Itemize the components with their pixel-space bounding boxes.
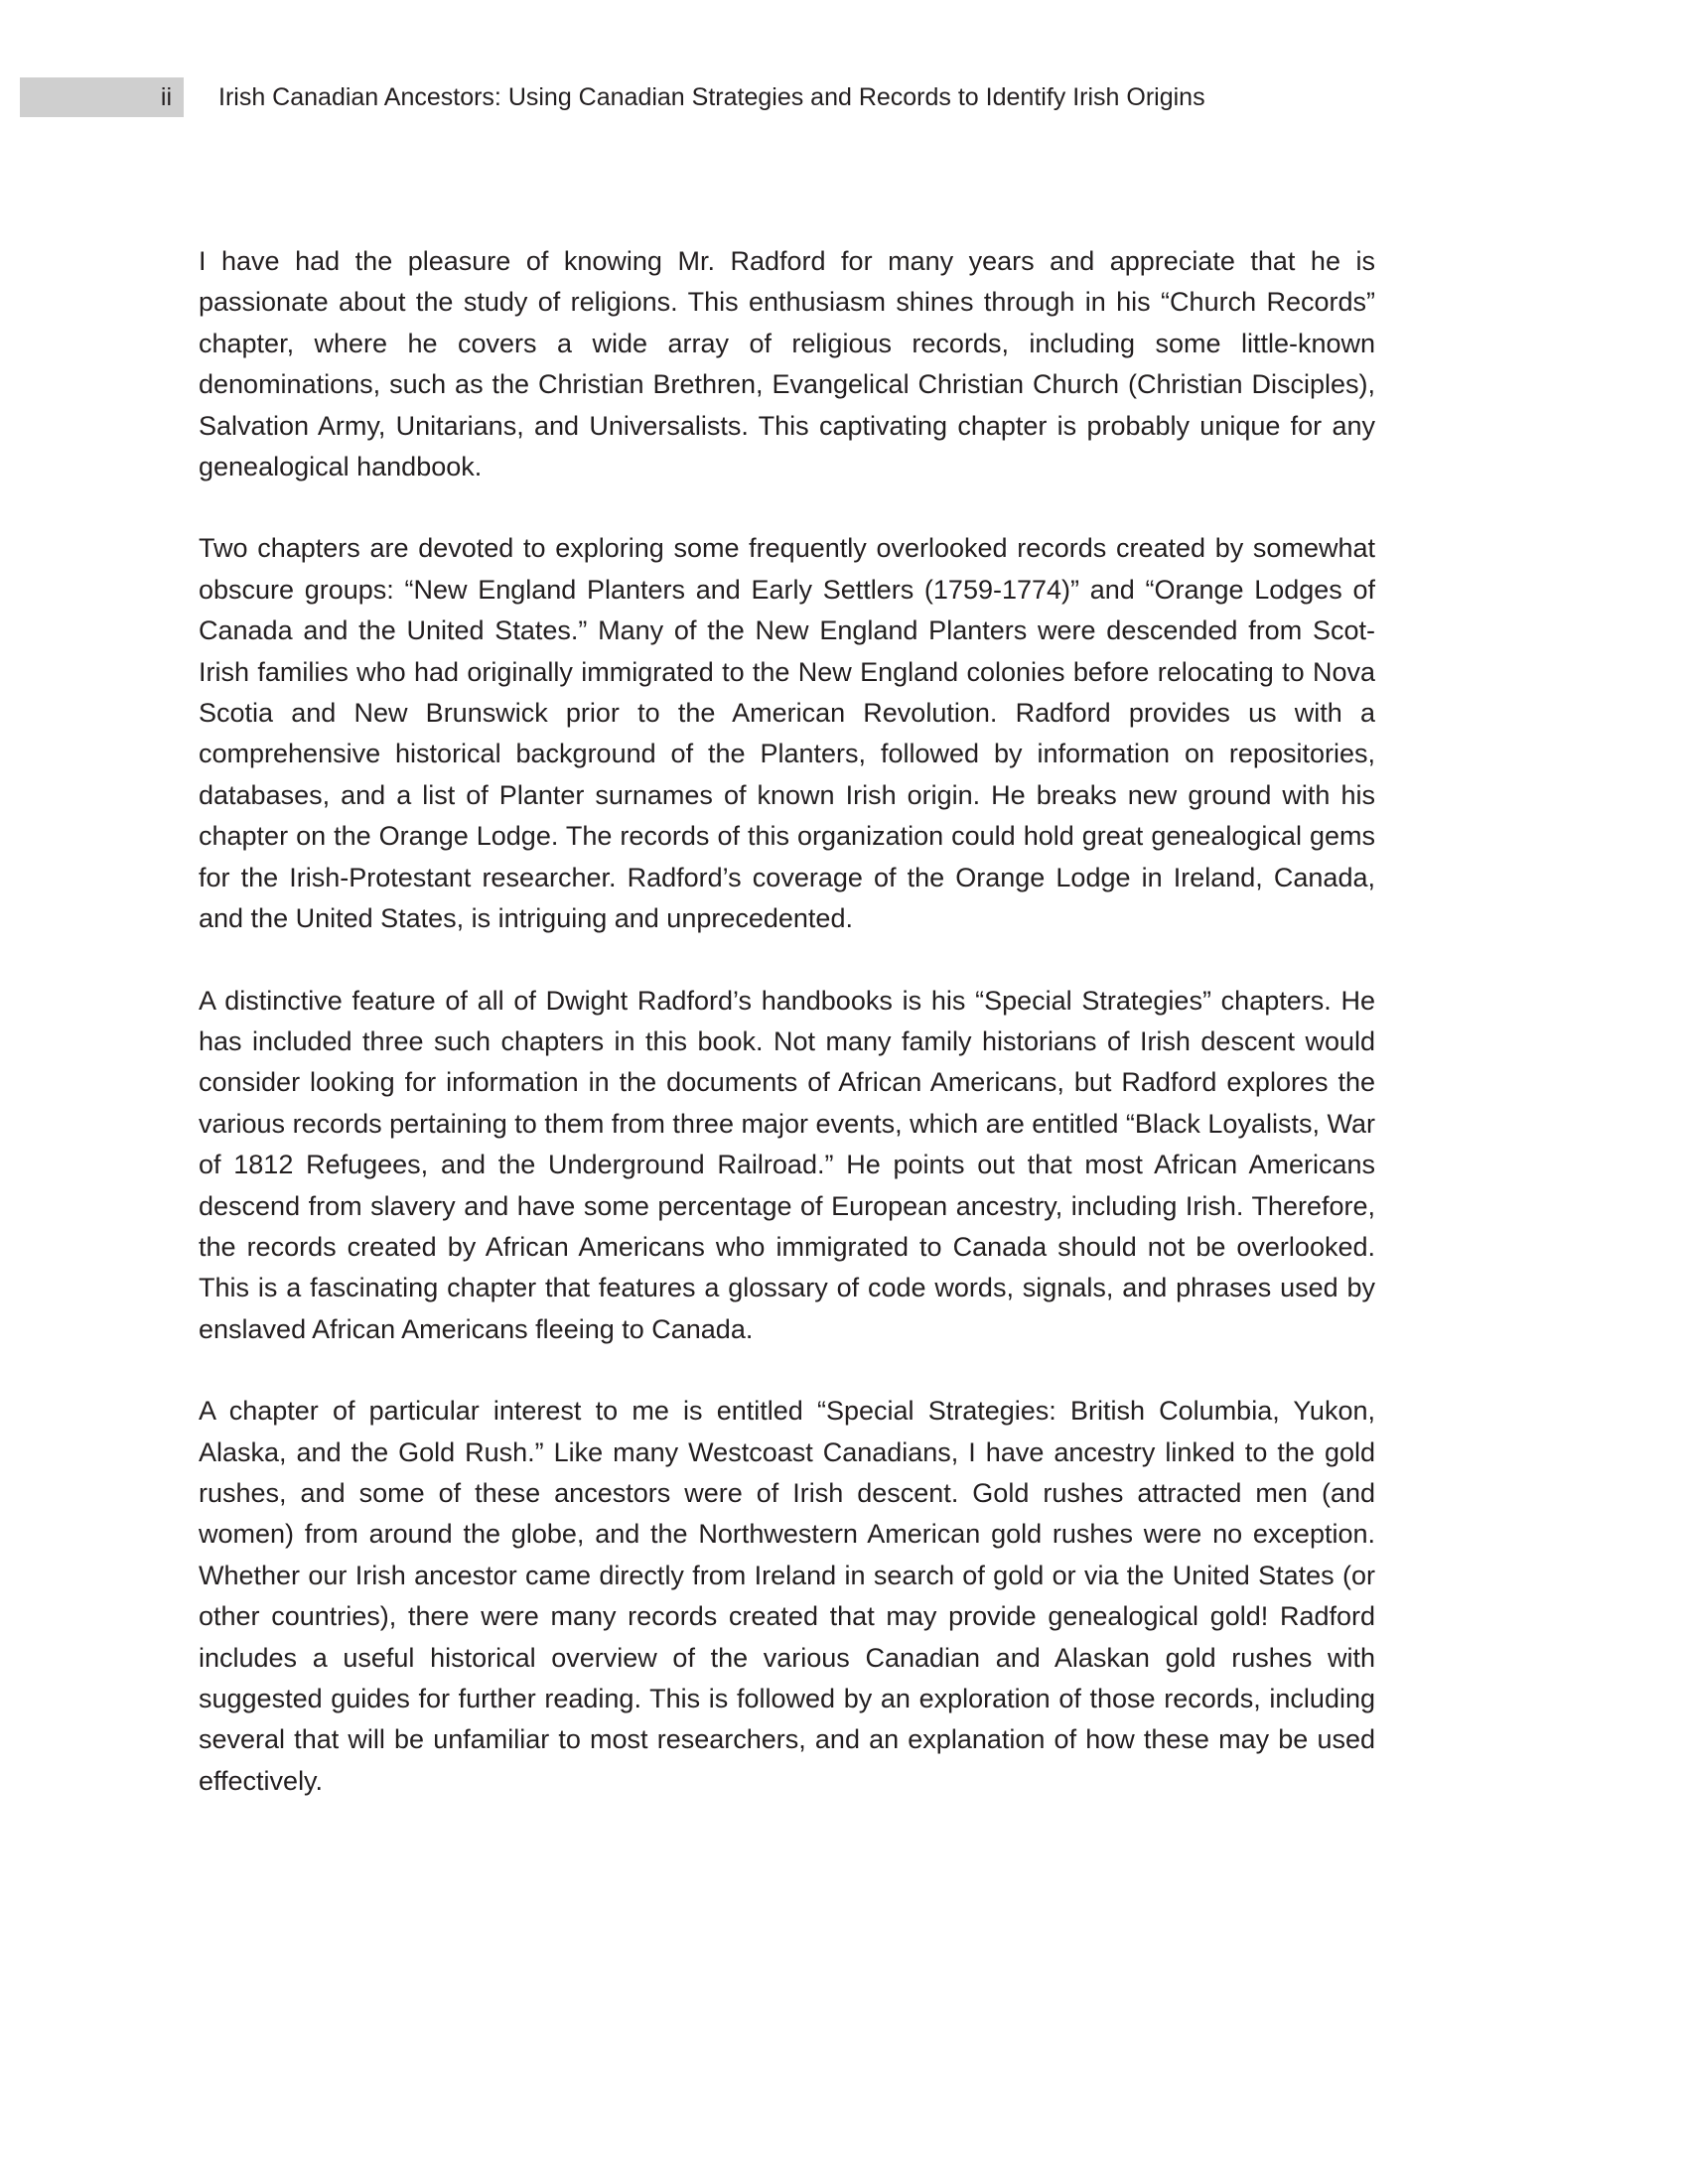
paragraph-planters-orange-lodges: Two chapters are devoted to exploring some frequently overlooked records created by somewhat obscure groups: “New England Planters and Early Settlers (1759-1774)” and “Orange Lodges of Canada and the United States.” Many of the New England Planters were descended from Scot-Irish families who had originally immigrated to the New England colonies before relocating to Nova Scotia and New Brunswick prior to the American Revolution. Radford provides us with a comprehensive historical background of the Planters, followed by information on repositories, databases, and a list of Planter surnames of known Irish origin. He breaks new ground with his chapter on the Orange Lodge. The records of this organization could hold great genealogical gems for the Irish-Protestant researcher. Radford’s coverage of the Orange Lodge in Ireland, Canada, and the United States, is intriguing and unprecedented. [199, 533, 1375, 934]
page-number-bar [20, 77, 184, 117]
paragraph-church-records: I have had the pleasure of knowing Mr. Radford for many years and appreciate that he is passionate about the study of religions. This enthusiasm shines through in his “Church Records” chapter, where he covers a wide array of religious records, including some little-known denominations, such as the Christian Brethren, Evangelical Christian Church (Christian Disciples), Salvation Army, Unitarians, and Universalists. This captivating chapter is probably unique for any genealogical handbook. [199, 246, 1375, 482]
page-number: ii [160, 83, 172, 111]
page-header [0, 77, 1688, 117]
body-text [199, 241, 1375, 1843]
running-title: Irish Canadian Ancestors: Using Canadian Strategies and Records to Identify Irish Origins [218, 83, 1205, 111]
paragraph-gold-rush: A chapter of particular interest to me is entitled “Special Strategies: British Columbia, Yukon, Alaska, and the Gold Rush.” Like many Westcoast Canadians, I have ancestry linked to the gold rushes, and some of these ancestors were of Irish descent. Gold rushes attracted men (and women) from around the globe, and the Northwestern American gold rushes were no exception. Whether our Irish ancestor came directly from Ireland in search of gold or via the United States (or other countries), there were many records created that may provide genealogical gold! Radford includes a useful historical overview of the various Canadian and Alaskan gold rushes with suggested guides for further reading. This is followed by an exploration of those records, including several that will be unfamiliar to most researchers, and an explanation of how these may be used effectively. [199, 1396, 1375, 1796]
paragraph-special-strategies: A distinctive feature of all of Dwight Radford’s handbooks is his “Special Strategies” chapters. He has included three such chapters in this book. Not many family historians of Irish descent would consider looking for information in the documents of African Americans, but Radford explores the various records pertaining to them from three major events, which are entitled “Black Loyalists, War of 1812 Refugees, and the Underground Railroad.” He points out that most African Americans descend from slavery and have some percentage of European ancestry, including Irish. Therefore, the records created by African Americans who immigrated to Canada should not be overlooked. This is a fascinating chapter that features a glossary of code words, signals, and phrases used by enslaved African Americans fleeing to Canada. [199, 985, 1375, 1344]
